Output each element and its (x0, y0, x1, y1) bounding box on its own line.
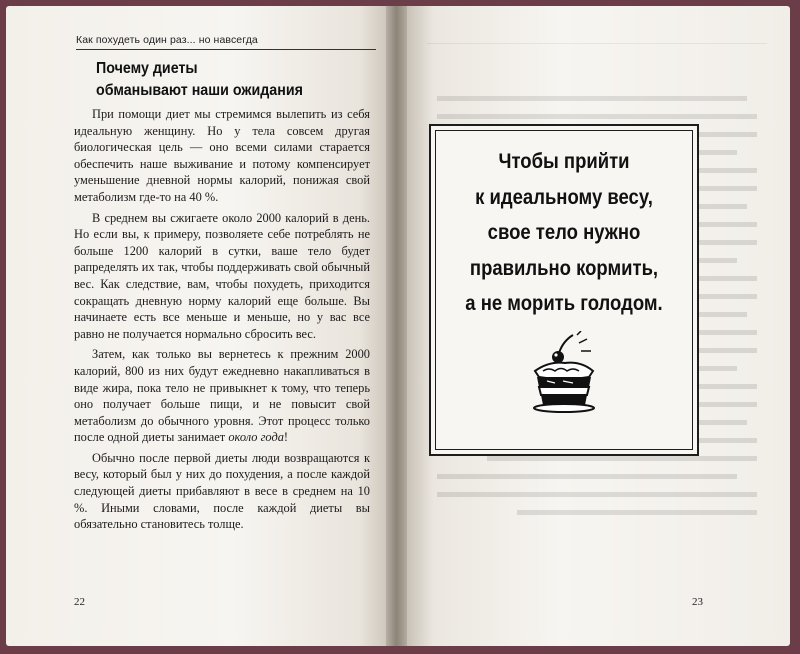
book-spread (6, 6, 790, 646)
quote-line-4: правильно кормить, (469, 255, 659, 280)
paragraph-2: В среднем вы сжигаете около 2000 калорий в день. Но если вы, к примеру, позволяете себе потреблять не больше 1200 калорий в сутки, ваше тело будет рапределять их так, чтобы поддерживать свой обычный вес. Как следствие, вам, чтобы похудеть, приходится сокращать дневную норму калорий еще больше. Вы начинаете есть все меньше и меньше, но у вас все равно не получается нормально сбросить вес. (74, 210, 370, 341)
paragraph-3 (74, 346, 370, 446)
book-gutter (386, 6, 407, 646)
quote-box (429, 124, 699, 456)
emphasis-text: около года (228, 430, 284, 445)
emphasis-tail: ! (283, 430, 289, 445)
section-title-line-1: Почему диеты (96, 60, 198, 77)
page-number-left: 22 (74, 596, 85, 608)
quote-line-2: к идеальному весу, (475, 184, 653, 209)
body-text (74, 106, 370, 537)
section-title-line-2: обманывают наши ожидания (96, 82, 303, 99)
paragraph-3-text: Затем, как только вы вернетесь к прежним 2000 калорий, 800 из них будут ежедневно накапливаться в виде жира, пока тело не привыкнет к тому, что теперь оно получает больше пищи, и не повысит свой метаболизм до обычного уровня. Этот процесс только после одной диеты занимает (74, 347, 370, 445)
show-through-title (477, 58, 747, 75)
quote-line-1: Чтобы прийти (498, 149, 630, 173)
paragraph-4: Обычно после первой диеты люди возвращаются к весу, который был у них до похудения, а после каждой следующей диеты прибавляют в весе в среднем на 10 %. Иными словами, после каждой диеты вы обязательно становитесь толще. (74, 450, 370, 532)
right-page (407, 6, 790, 646)
show-through-header (427, 26, 767, 44)
left-page (6, 6, 386, 646)
quote-text (451, 144, 676, 322)
page-number-right: 23 (692, 596, 703, 608)
section-title (96, 58, 335, 102)
cake-slice-icon (529, 331, 599, 413)
quote-line-5: а не морить голодом. (465, 291, 663, 315)
running-head: Как похудеть один раз... но навсегда (76, 34, 376, 50)
paragraph-1: При помощи диет мы стремимся вылепить из себя идеальную женщину. Но у тела совсем другая биологическая цель — оно всеми силами старается обеспечить наше выживание и потому компенсирует уменьшение дневной нормы калорий, понижая свой метаболизм где-то на 40 %. (74, 107, 370, 204)
quote-line-3: свое тело нужно (487, 220, 641, 244)
